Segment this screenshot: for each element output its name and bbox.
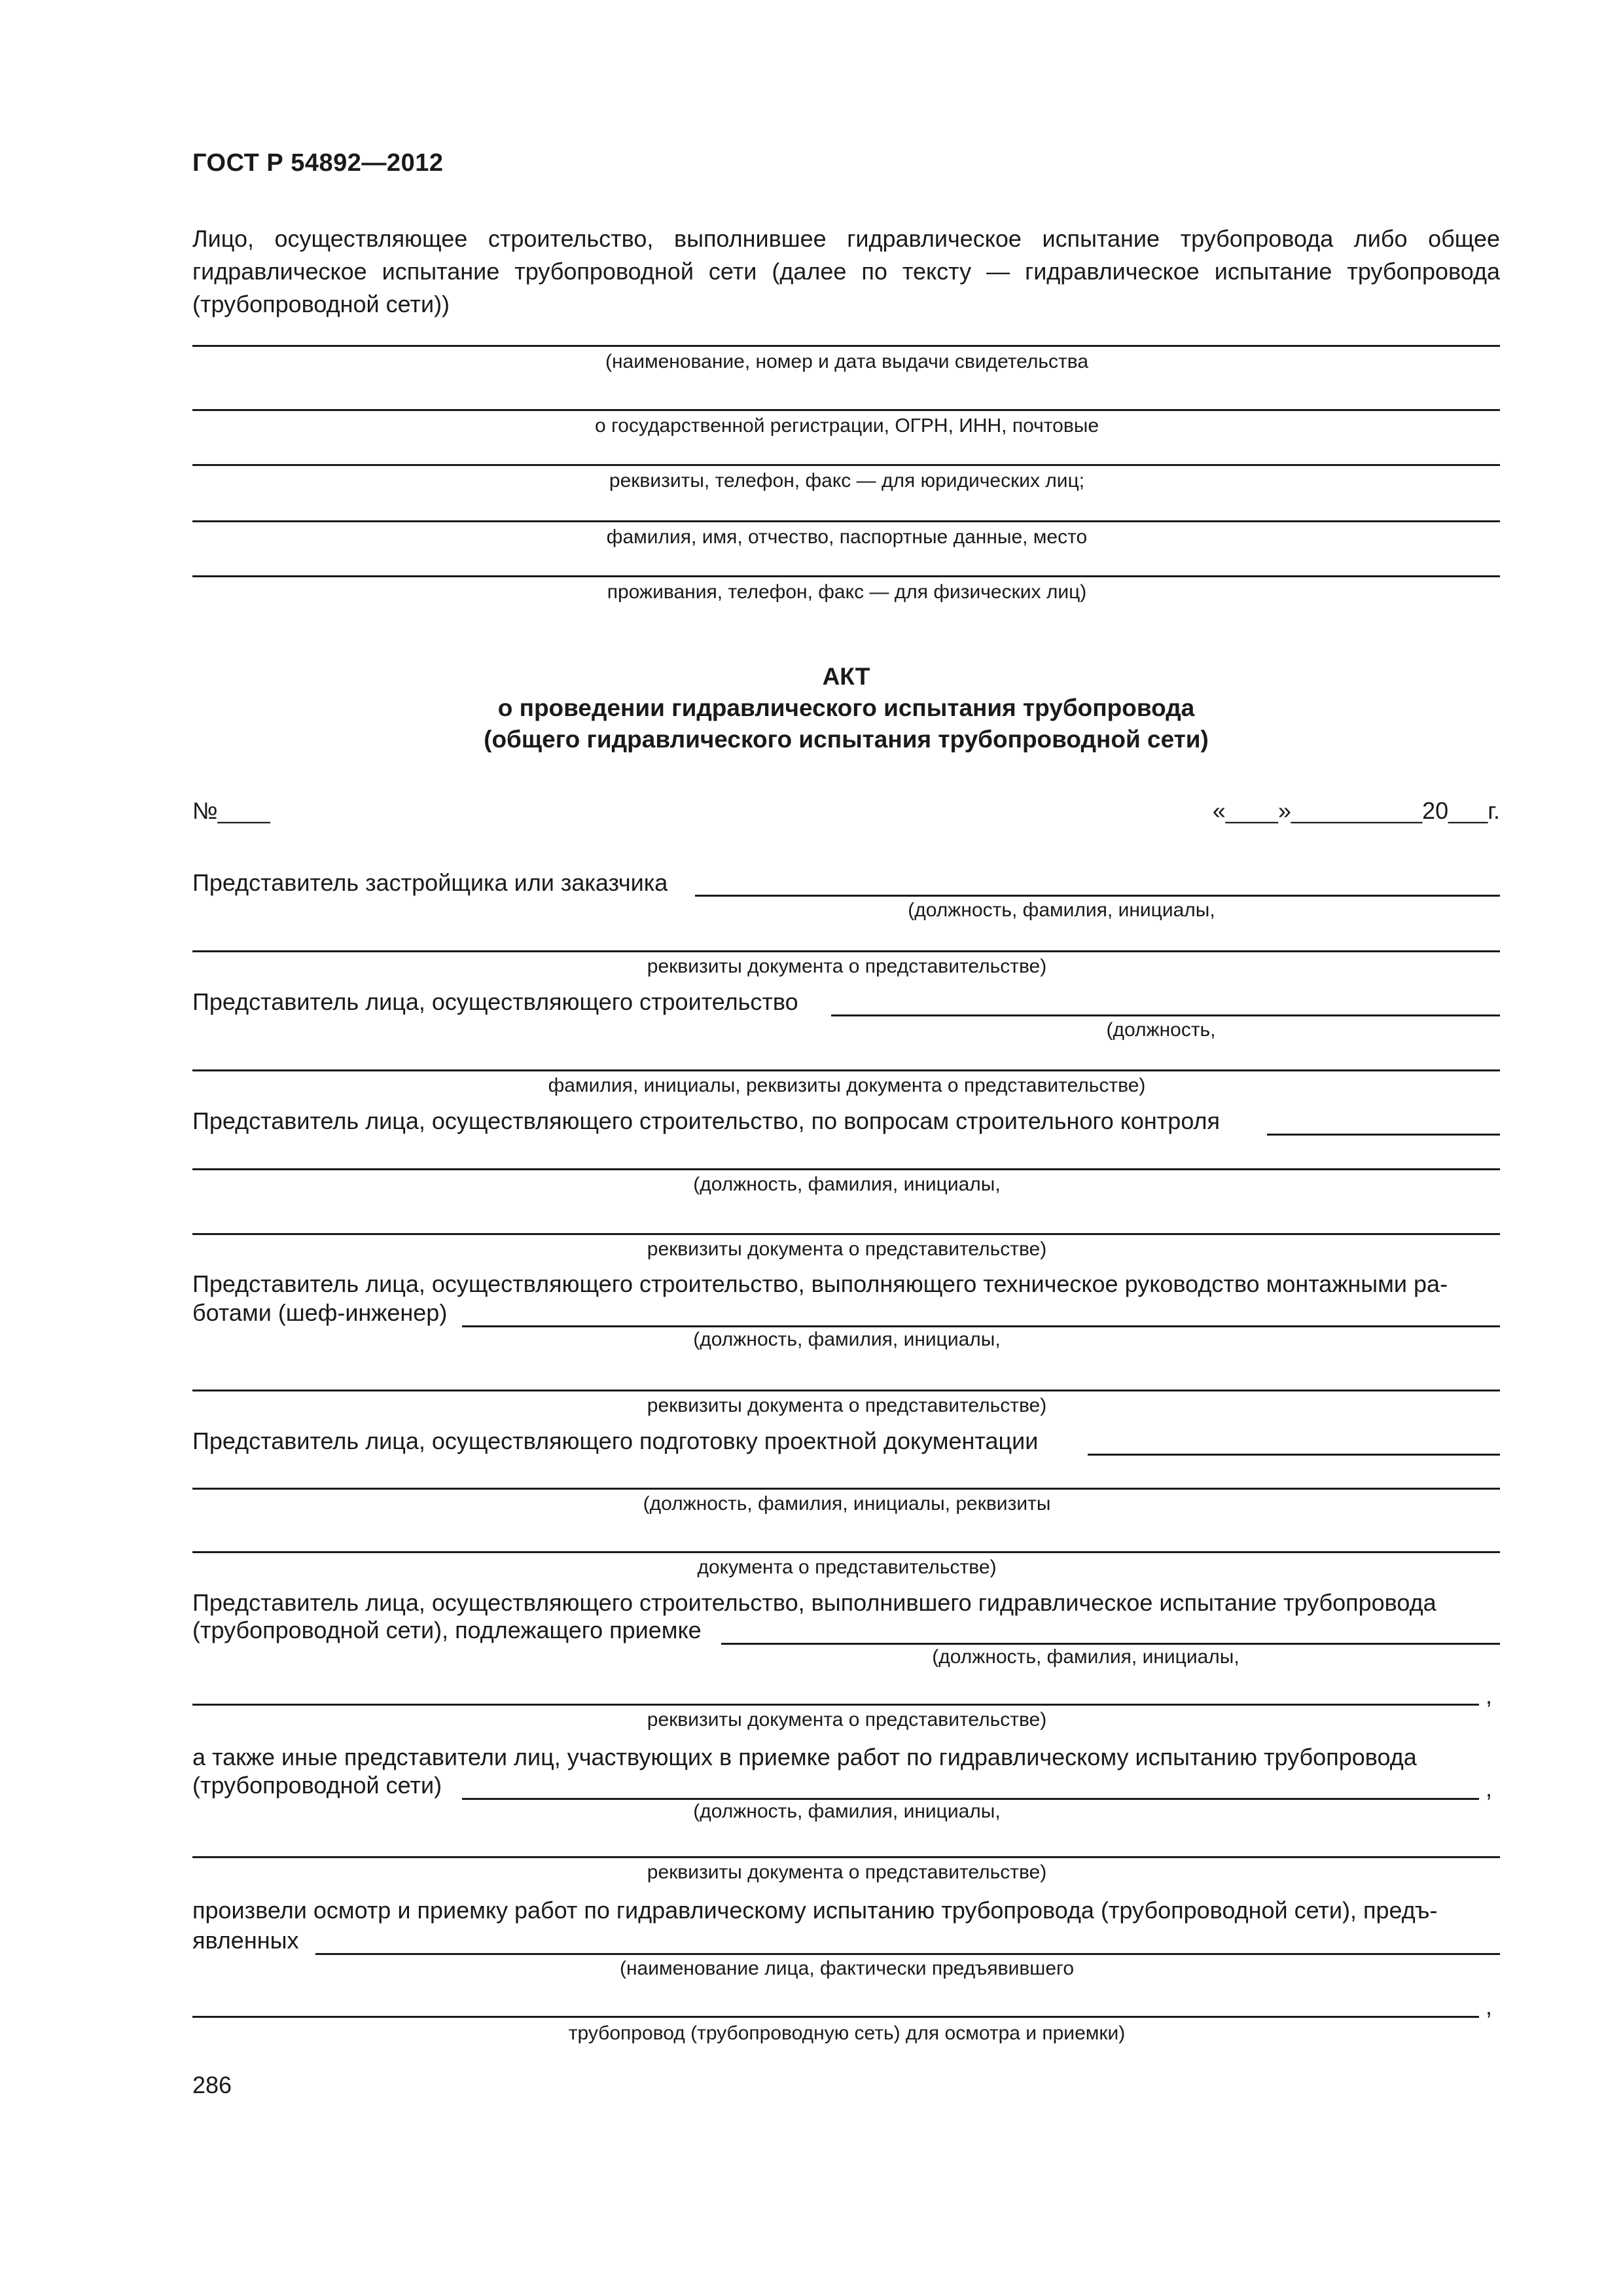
act-date-field[interactable]: «____»__________20___г. (1212, 797, 1500, 824)
comma: , (1486, 1682, 1493, 1709)
field-caption: реквизиты документа о представительстве) (647, 1238, 1047, 1260)
others-text-2: (трубопроводной сети) (192, 1772, 442, 1799)
chief-input-line[interactable] (462, 1325, 1500, 1327)
act-number-field[interactable]: №____ (192, 797, 270, 824)
fill-line[interactable] (192, 1390, 1500, 1391)
field-caption: (наименование, номер и дата выдачи свидетельства (605, 351, 1089, 372)
inspect-text: произвели осмотр и приемку работ по гидравлическому испытанию трубопровода (трубопроводной сети), предъ- (192, 1897, 1438, 1924)
builder-label: Представитель лица, осуществляющего строительство (192, 988, 798, 1015)
fill-line[interactable] (192, 409, 1500, 411)
tester-text: Представитель лица, осуществляющего строительство, выполнившего гидравлическое испытание трубопровода (192, 1589, 1436, 1616)
field-caption: (должность, фамилия, инициалы, (693, 1329, 1001, 1350)
field-caption: реквизиты документа о представительстве) (647, 1709, 1047, 1731)
fill-line[interactable] (192, 1551, 1500, 1553)
inspect-text-2: явленных (192, 1927, 299, 1954)
fill-line[interactable] (192, 1168, 1500, 1170)
fill-line[interactable] (192, 1488, 1500, 1490)
design-label: Представитель лица, осуществляющего подготовку проектной документации (192, 1427, 1039, 1454)
control-label: Представитель лица, осуществляющего строительство, по вопросам строительного контроля (192, 1107, 1221, 1134)
field-caption: (должность, фамилия, инициалы, реквизиты (643, 1493, 1051, 1515)
fill-line[interactable] (192, 950, 1500, 952)
fill-line[interactable] (192, 1856, 1500, 1858)
field-caption: (наименование лица, фактически предъявившего (620, 1958, 1074, 1979)
field-caption: трубопровод (трубопроводную сеть) для осмотра и приемки) (568, 2022, 1126, 2044)
others-input-line[interactable] (462, 1798, 1479, 1800)
comma: , (1486, 1775, 1493, 1802)
field-caption: реквизиты документа о представительстве) (647, 1395, 1047, 1416)
fill-line[interactable] (192, 1704, 1479, 1706)
builder-input-line[interactable] (831, 1014, 1500, 1016)
field-caption: реквизиты документа о представительстве) (647, 956, 1047, 977)
intro-paragraph: Лицо, осуществляющее строительство, выполнившее гидравлическое испытание трубопровода либо общее гидравлическое испытание трубопроводной сети (далее по тексту — гидравлическое испытание трубопровода (трубопроводной сети)) (192, 225, 1500, 317)
chief-text-2: ботами (шеф-инженер) (192, 1299, 448, 1326)
tester-text-2: (трубопроводной сети), подлежащего приемке (192, 1617, 702, 1643)
field-caption: (должность, фамилия, инициалы, (908, 899, 1215, 921)
comma: , (1486, 1993, 1493, 2020)
chief-text: Представитель лица, осуществляющего строительство, выполняющего техническое руководство монтажными ра- (192, 1270, 1448, 1297)
standard-code: ГОСТ Р 54892—2012 (192, 149, 444, 177)
field-caption: реквизиты документа о представительстве) (647, 1861, 1047, 1883)
field-caption: фамилия, инициалы, реквизиты документа о представительстве) (548, 1075, 1146, 1096)
act-subtitle: о проведении гидравлического испытания трубопровода (497, 694, 1195, 721)
field-caption: (должность, фамилия, инициалы, (693, 1174, 1001, 1195)
field-caption: (должность, фамилия, инициалы, (693, 1801, 1001, 1822)
fill-line[interactable] (192, 1233, 1500, 1235)
page-number: 286 (192, 2072, 232, 2098)
field-caption: (должность, (1106, 1019, 1216, 1041)
fill-line[interactable] (192, 464, 1500, 466)
field-caption: фамилия, имя, отчество, паспортные данные, место (606, 526, 1088, 548)
fill-line[interactable] (192, 520, 1500, 522)
field-caption: (должность, фамилия, инициалы, (932, 1646, 1240, 1668)
fill-line[interactable] (192, 345, 1500, 347)
tester-input-line[interactable] (721, 1643, 1500, 1645)
others-text: а также иные представители лиц, участвующих в приемке работ по гидравлическому испытанию трубопровода (192, 1744, 1417, 1770)
inspect-input-line[interactable] (315, 1953, 1500, 1955)
developer-label: Представитель застройщика или заказчика (192, 869, 668, 896)
fill-line[interactable] (192, 2016, 1479, 2018)
field-caption: о государственной регистрации, ОГРН, ИНН, почтовые (594, 415, 1099, 437)
act-title: АКТ (822, 663, 870, 690)
fill-line[interactable] (192, 1069, 1500, 1071)
fill-line[interactable] (192, 575, 1500, 577)
act-subtitle-2: (общего гидравлического испытания трубопроводной сети) (484, 726, 1209, 753)
field-caption: проживания, телефон, факс — для физических лиц) (607, 581, 1087, 603)
field-caption: реквизиты, телефон, факс — для юридических лиц; (609, 470, 1085, 492)
control-input-line[interactable] (1267, 1134, 1500, 1136)
design-input-line[interactable] (1088, 1454, 1500, 1456)
field-caption: документа о представительстве) (697, 1556, 997, 1578)
developer-input-line[interactable] (695, 895, 1500, 897)
